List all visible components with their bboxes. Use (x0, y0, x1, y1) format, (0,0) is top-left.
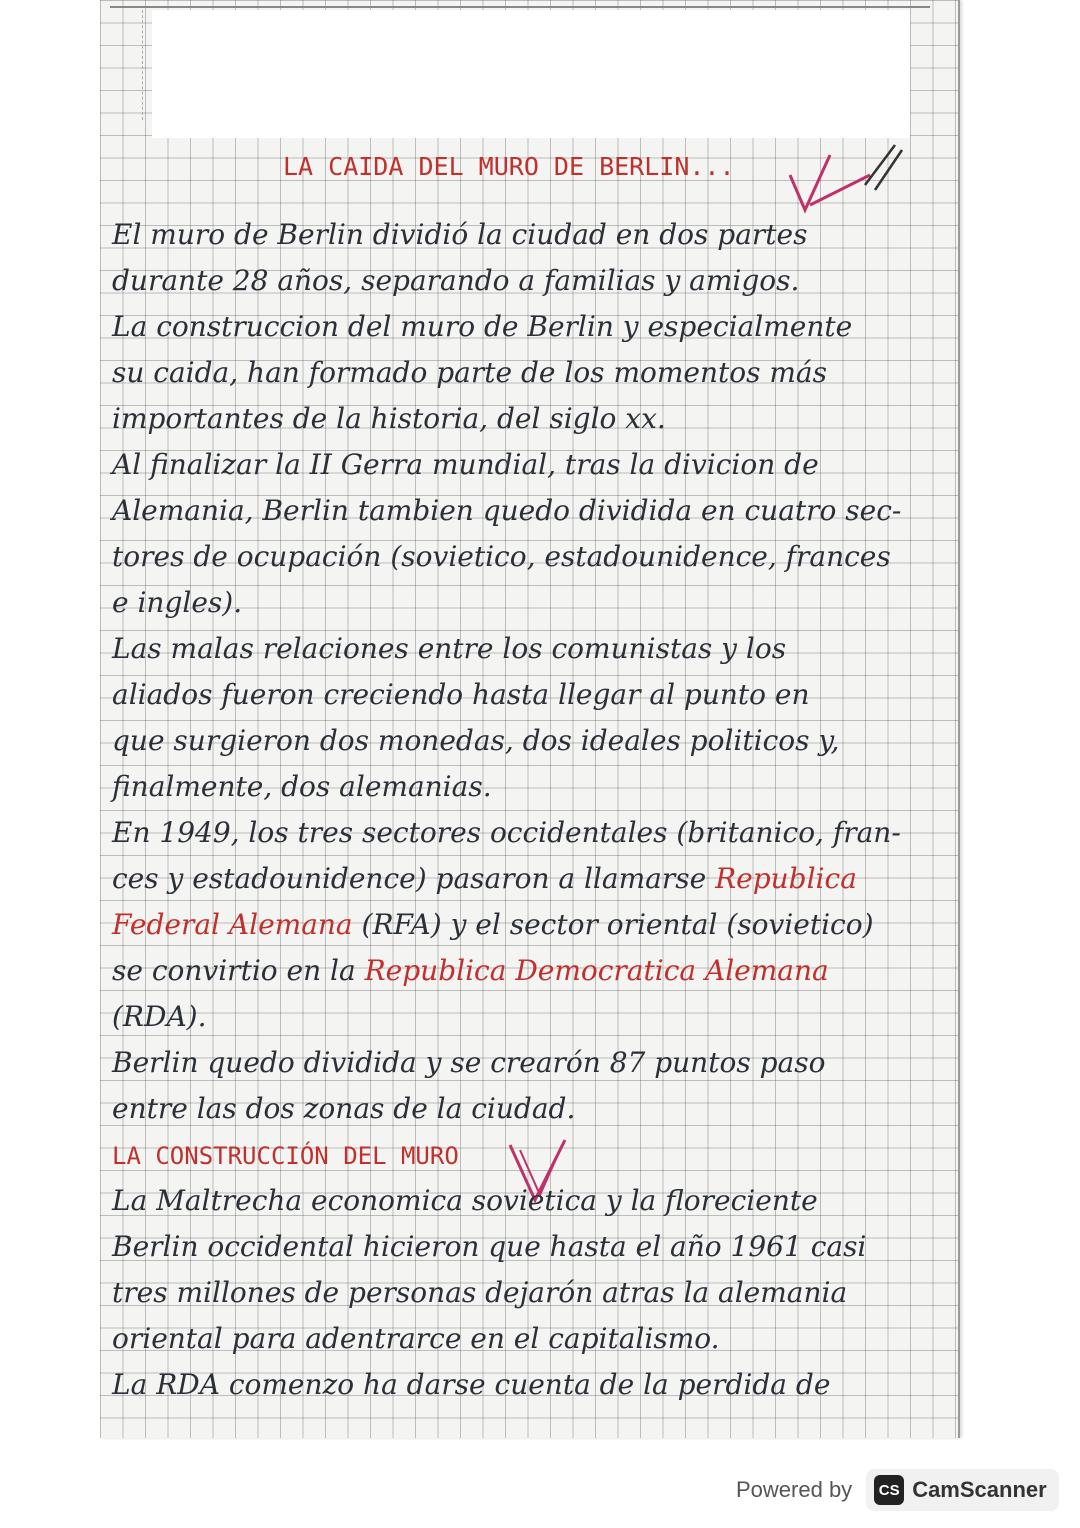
redacted-area (152, 10, 910, 138)
text-line: Las malas relaciones entre los comunistas y los (112, 632, 787, 665)
spiral-binding-left (102, 10, 143, 120)
text-line: durante 28 años, separando a familias y amigos. (112, 264, 800, 297)
section-heading-text: LA CONSTRUCCIÓN DEL MURO (112, 1142, 459, 1170)
camscanner-brand-name: CamScanner (912, 1477, 1047, 1502)
text-line: finalmente, dos alemanias. (112, 770, 492, 803)
powered-by-label: Powered by (736, 1477, 853, 1502)
camscanner-logo-icon: CS (874, 1475, 904, 1505)
text-line: Alemania, Berlin tambien quedo dividida en cuatro sec- (112, 494, 902, 527)
text-line: su caida, han formado parte de los momentos más (112, 356, 827, 389)
text-line: La construccion del muro de Berlin y especialmente (112, 310, 853, 343)
text-segment: Federal Alemana (112, 908, 353, 941)
text-line: Al finalizar la II Gerra mundial, tras la divicion de (112, 448, 819, 481)
text-line: En 1949, los tres sectores occidentales (britanico, fran- (112, 816, 901, 849)
text-segment: (RFA) y el sector oriental (sovietico) (352, 908, 874, 941)
text-line (112, 902, 952, 948)
watermark-footer (736, 1466, 1066, 1514)
text-line: (RDA). (112, 1000, 207, 1033)
text-segment: se convirtio en la (112, 954, 365, 987)
text-line (112, 856, 952, 902)
text-line: Berlin occidental hicieron que hasta el año 1961 casi (112, 1230, 867, 1263)
text-line (112, 948, 952, 994)
text-line: La RDA comenzo ha darse cuenta de la perdida de (112, 1368, 831, 1401)
text-line: tores de ocupación (sovietico, estadounidence, frances (112, 540, 891, 573)
text-line: importantes de la historia, del siglo xx. (112, 402, 666, 435)
text-line: e ingles). (112, 586, 243, 619)
text-segment: ces y estadounidence) pasaron a llamarse (112, 862, 716, 895)
text-segment: Republica (715, 862, 857, 895)
camscanner-badge (866, 1469, 1059, 1511)
page-title: LA CAIDA DEL MURO DE BERLIN... (283, 152, 735, 181)
text-line: Berlin quedo dividida y se crearón 87 puntos paso (112, 1046, 826, 1079)
text-line: que surgieron dos monedas, dos ideales politicos y, (112, 724, 840, 757)
section-heading (112, 1132, 952, 1178)
text-line: entre las dos zonas de la ciudad. (112, 1092, 576, 1125)
text-line: aliados fueron creciendo hasta llegar al punto en (112, 678, 810, 711)
text-line: tres millones de personas dejarón atras la alemania (112, 1276, 848, 1309)
text-line: La Maltrecha economica sovietica y la floreciente (112, 1184, 818, 1217)
text-line: El muro de Berlin dividió la ciudad en dos partes (112, 218, 808, 251)
text-line: oriental para adentrarce en el capitalismo. (112, 1322, 720, 1355)
text-segment: Republica Democratica Alemana (364, 954, 829, 987)
